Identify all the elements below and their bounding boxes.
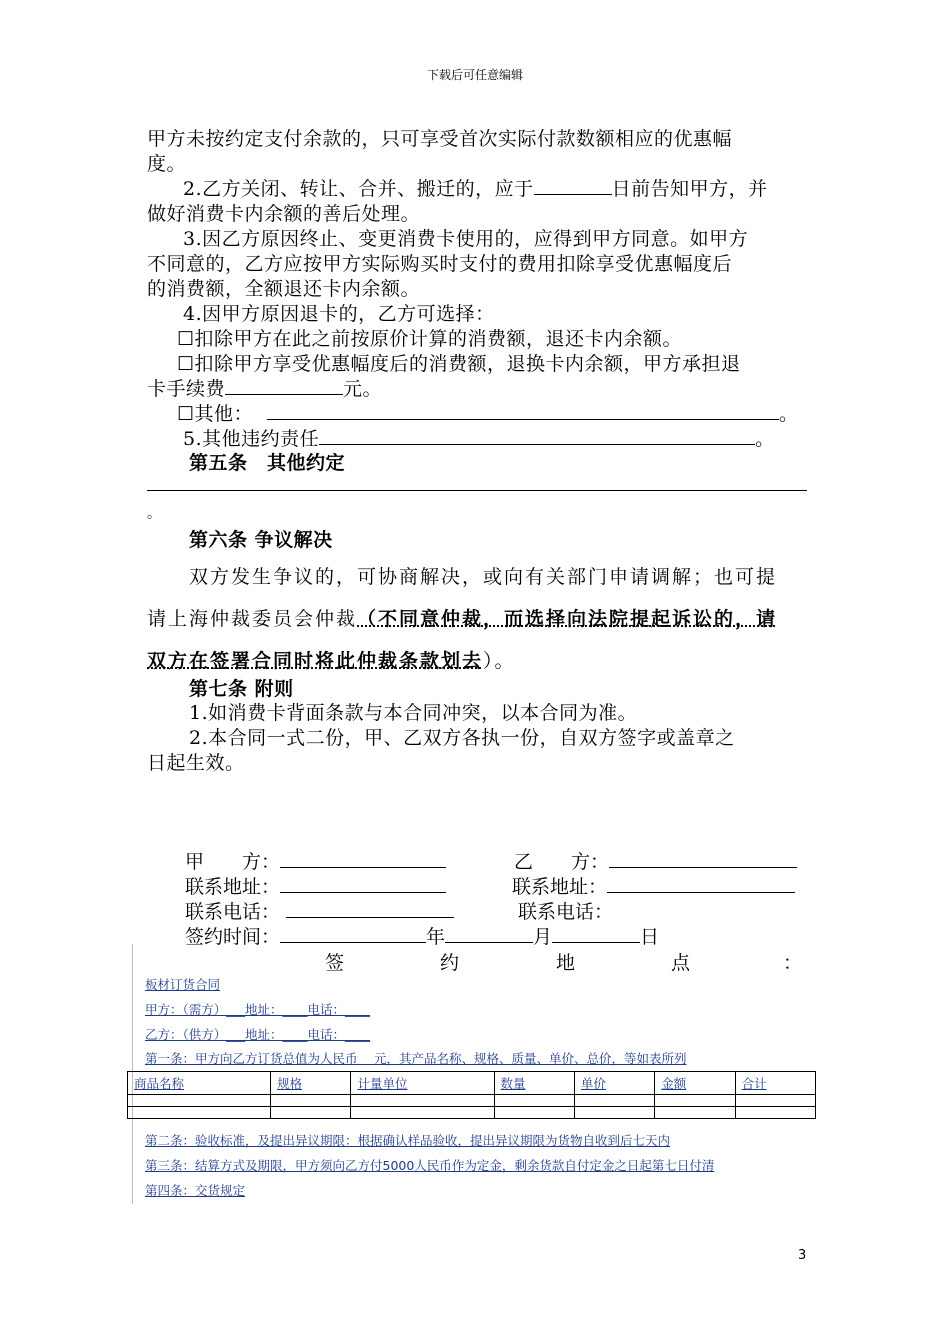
liability-blank[interactable] xyxy=(319,426,755,445)
phone-b-label: 联系电话： xyxy=(518,901,614,923)
paragraph-line: 度。 xyxy=(147,153,187,175)
table-header-cell[interactable]: 金额 xyxy=(655,1072,735,1095)
table-cell[interactable] xyxy=(574,1095,654,1107)
sign-date-row xyxy=(185,922,659,949)
place-char: 约 xyxy=(440,952,460,974)
table-cell[interactable] xyxy=(655,1095,735,1107)
place-char: 签 xyxy=(325,952,345,974)
month-blank[interactable] xyxy=(445,924,533,943)
arbitration-text: 请上海仲裁委员会仲裁 xyxy=(147,608,358,630)
party-a-label: 甲 方： xyxy=(185,851,281,873)
table-header-cell[interactable]: 单价 xyxy=(574,1072,654,1095)
period: 。 xyxy=(779,403,799,425)
table-cell[interactable] xyxy=(574,1107,654,1119)
option-3[interactable] xyxy=(177,399,799,426)
table-header-row xyxy=(128,1072,816,1095)
year-label: 年 xyxy=(426,926,446,948)
table-cell[interactable] xyxy=(655,1107,735,1119)
table-cell[interactable] xyxy=(271,1095,351,1107)
goods-table xyxy=(127,1071,816,1119)
party-a-row xyxy=(185,847,446,874)
embedded-clause-3[interactable]: 第三条：结算方式及期限，甲方须向乙方付5000人民币作为定金，剩余货款自付定金之日起第七日付清 xyxy=(145,1158,715,1173)
arbitration-note: （不同意仲裁，而选择向法院提起诉讼的，请 xyxy=(357,608,778,630)
option-3-label: ☐其他： xyxy=(177,403,254,425)
clause-item-2 xyxy=(183,174,768,201)
embedded-clause-1[interactable]: 第一条：甲方向乙方订货总值为人民币 元，其产品名称、规格、质量、单价、总价，等如表所列 xyxy=(145,1051,687,1066)
table-row xyxy=(128,1095,816,1107)
table-header-cell[interactable]: 数量 xyxy=(494,1072,574,1095)
option-2-fee xyxy=(147,374,382,401)
rule-2: 2.本合同一式二份，甲、乙双方各执一份，自双方签字或盖章之 xyxy=(189,727,735,749)
dispute-line xyxy=(147,646,516,673)
table-row xyxy=(128,1107,816,1119)
table-cell[interactable] xyxy=(351,1107,494,1119)
clause-item-5 xyxy=(183,424,775,451)
day-blank[interactable] xyxy=(552,924,640,943)
table-header-cell[interactable]: 规格 xyxy=(271,1072,351,1095)
clause-text: 5.其他违约责任 xyxy=(183,428,320,450)
phone-a-row xyxy=(185,897,454,924)
table-cell[interactable] xyxy=(128,1107,271,1119)
embedded-clause-2[interactable]: 第二条：验收标准，及提出异议期限：根据确认样品验收，提出异议期限为货物自收到后七天内 xyxy=(145,1133,671,1148)
table-cell[interactable] xyxy=(735,1107,815,1119)
clause-item-4: 4.因甲方原因退卡的，乙方可选择： xyxy=(183,303,495,325)
dispute-line: 双方发生争议的，可协商解决，或向有关部门申请调解；也可提 xyxy=(189,566,778,588)
table-cell[interactable] xyxy=(351,1095,494,1107)
paragraph-line: 甲方未按约定支付余款的，只可享受首次实际付款数额相应的优惠幅 xyxy=(147,128,733,150)
embedded-buyer[interactable]: 甲方：（需方）___地址：____电话：____ xyxy=(145,1002,371,1017)
arbitration-end: ）。 xyxy=(483,650,516,672)
rule-1: 1.如消费卡背面条款与本合同冲突，以本合同为准。 xyxy=(189,702,638,724)
fee-label: 卡手续费 xyxy=(147,378,226,400)
address-a-blank[interactable] xyxy=(280,874,446,893)
party-b-label: 乙 方： xyxy=(514,851,610,873)
month-label: 月 xyxy=(533,926,553,948)
party-a-blank[interactable] xyxy=(280,849,446,868)
table-cell[interactable] xyxy=(494,1095,574,1107)
table-cell[interactable] xyxy=(128,1095,271,1107)
party-b-blank[interactable] xyxy=(609,849,797,868)
paragraph-line: 日起生效。 xyxy=(147,752,245,774)
address-a-row xyxy=(185,872,446,899)
page-header: 下载后可任意编辑 xyxy=(426,68,523,82)
article-6-heading: 第六条 争议解决 xyxy=(189,529,333,551)
period: 。 xyxy=(755,428,775,450)
clause-text: 2.乙方关闭、转让、合并、搬迁的，应于 xyxy=(183,178,534,200)
place-char: 地 xyxy=(556,952,576,974)
clause-item-3: 3.因乙方原因终止、变更消费卡使用的，应得到甲方同意。如甲方 xyxy=(183,228,749,250)
fill-blank[interactable] xyxy=(534,176,612,195)
period: 。 xyxy=(147,506,162,522)
embedded-seller[interactable]: 乙方：（供方）___地址：____电话：____ xyxy=(145,1027,371,1042)
place-char: ： xyxy=(783,952,803,974)
paragraph-line: 不同意的，乙方应按甲方实际购买时支付的费用扣除享受优惠幅度后 xyxy=(147,253,733,275)
other-blank[interactable] xyxy=(267,401,779,420)
fee-unit: 元。 xyxy=(343,378,383,400)
page-number: 3 xyxy=(798,1248,807,1263)
party-b-row xyxy=(514,847,797,874)
table-header-cell[interactable]: 合计 xyxy=(735,1072,815,1095)
phone-a-blank[interactable] xyxy=(286,899,454,918)
table-cell[interactable] xyxy=(271,1107,351,1119)
address-b-row xyxy=(512,872,795,899)
embedded-title[interactable]: 板材订货合同 xyxy=(145,977,221,992)
address-b-label: 联系地址： xyxy=(512,876,608,898)
option-1[interactable]: ☐扣除甲方在此之前按原价计算的消费额，退还卡内余额。 xyxy=(177,328,683,350)
paragraph-line: 的消费额，全额退还卡内余额。 xyxy=(147,278,421,300)
paragraph-line: 做好消费卡内余额的善后处理。 xyxy=(147,203,421,225)
divider-line xyxy=(147,490,807,491)
table-header-cell[interactable]: 计量单位 xyxy=(351,1072,494,1095)
phone-a-label: 联系电话： xyxy=(185,901,281,923)
table-header-cell[interactable]: 商品名称 xyxy=(128,1072,271,1095)
year-blank[interactable] xyxy=(280,924,426,943)
option-2[interactable]: ☐扣除甲方享受优惠幅度后的消费额，退换卡内余额，甲方承担退 xyxy=(177,353,741,375)
table-cell[interactable] xyxy=(494,1107,574,1119)
article-5-heading: 第五条 其他约定 xyxy=(189,452,346,474)
fee-blank[interactable] xyxy=(225,376,343,395)
article-7-heading: 第七条 附则 xyxy=(189,678,294,700)
address-b-blank[interactable] xyxy=(607,874,795,893)
dispute-line xyxy=(147,604,777,631)
clause-text: 日前告知甲方，并 xyxy=(611,178,768,200)
day-label: 日 xyxy=(640,926,660,948)
sign-date-label: 签约时间： xyxy=(185,926,281,948)
place-char: 点 xyxy=(671,952,691,974)
embedded-clause-4[interactable]: 第四条：交货规定 xyxy=(145,1183,246,1198)
address-a-label: 联系地址： xyxy=(185,876,281,898)
arbitration-note: 双方在签署合同时将此仲裁条款划去 xyxy=(147,650,484,672)
table-cell[interactable] xyxy=(735,1095,815,1107)
